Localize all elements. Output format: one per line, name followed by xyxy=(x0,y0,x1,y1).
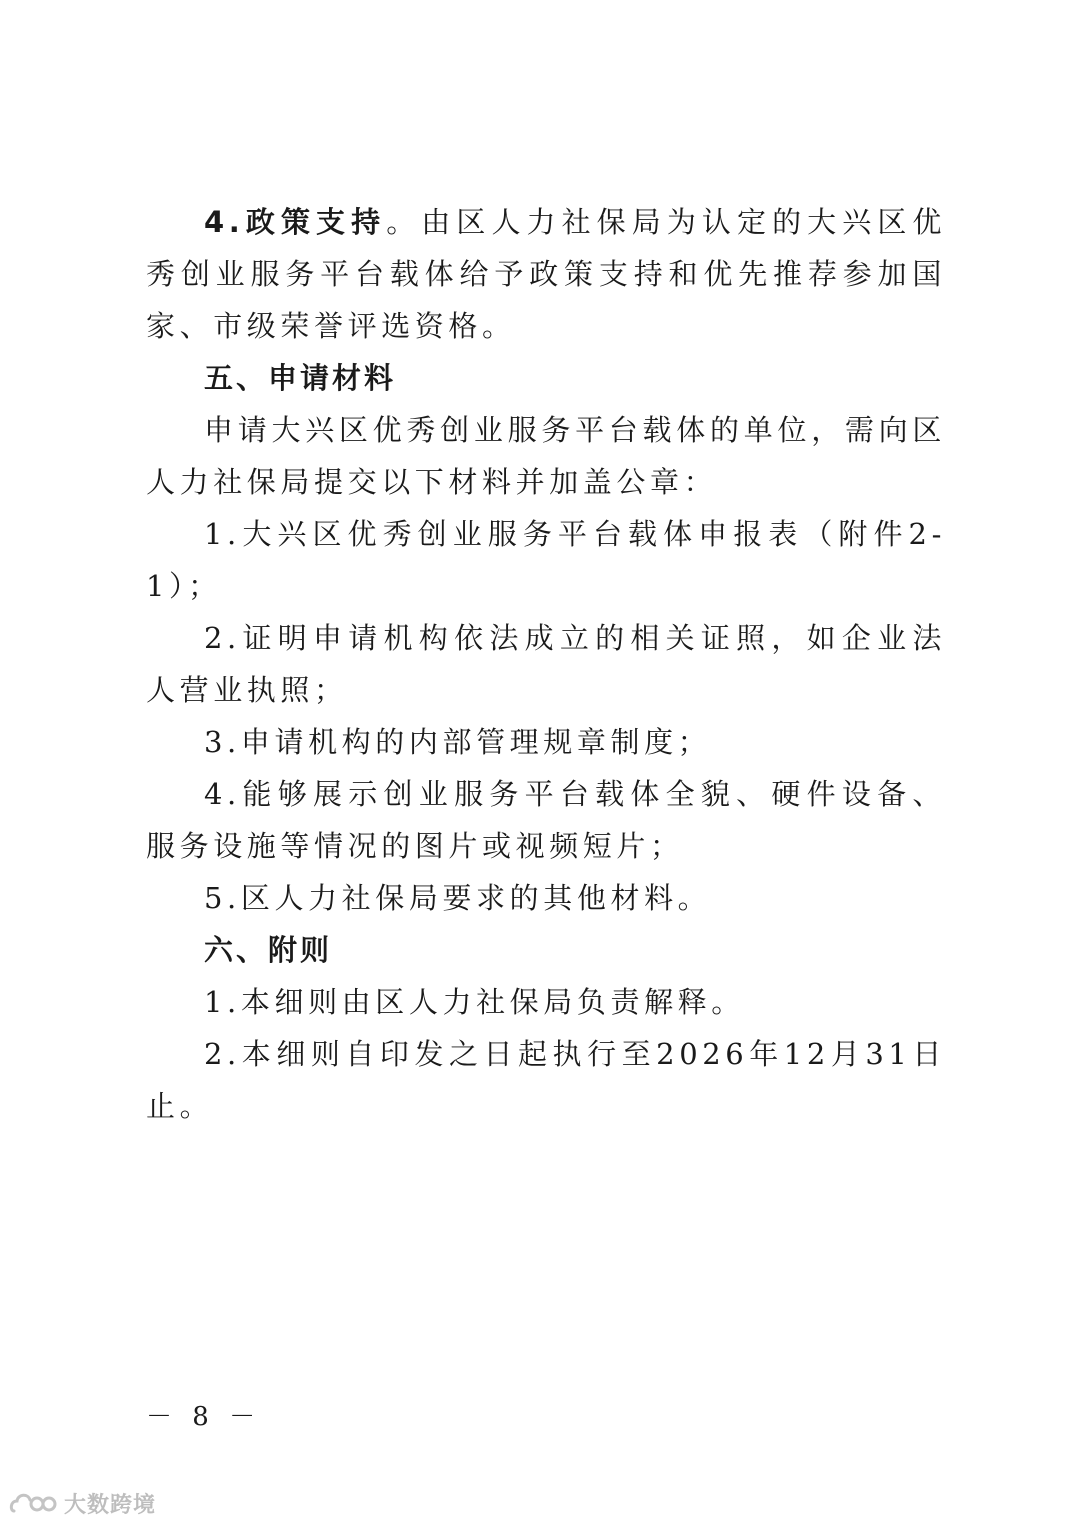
list-item-material-4: 4.能够展示创业服务平台载体全貌、硬件设备、服务设施等情况的图片或视频短片； xyxy=(146,777,946,863)
list-item-material-1: 1.大兴区优秀创业服务平台载体申报表（附件2-1）； xyxy=(146,517,946,603)
watermark-text: 大数跨境 xyxy=(64,1493,157,1518)
paragraph-lead: 4.政策支持 xyxy=(204,205,387,239)
list-item-supplementary-2: 2.本细则自印发之日起执行至2026年12月31日止。 xyxy=(146,1037,946,1123)
document-body xyxy=(146,196,946,1132)
list-item-material-5: 5.区人力社保局要求的其他材料。 xyxy=(204,881,712,915)
list-item-supplementary-1: 1.本细则由区人力社保局负责解释。 xyxy=(204,985,745,1019)
section-heading-application-materials: 五、申请材料 xyxy=(204,361,397,395)
paragraph-policy-support xyxy=(146,196,946,352)
paragraph-text: 。由区人力社保局为认定的大兴区优秀创业服务平台载体给予政策支持和优先推荐参加国家、市级荣誉评选资格。 xyxy=(146,205,946,343)
page-number: － 8 － xyxy=(146,1402,262,1432)
cloud-logo-icon xyxy=(8,1489,58,1519)
paragraph-application-intro: 申请大兴区优秀创业服务平台载体的单位，需向区人力社保局提交以下材料并加盖公章： xyxy=(146,413,946,499)
list-item-material-2: 2.证明申请机构依法成立的相关证照，如企业法人营业执照； xyxy=(146,621,946,707)
watermark xyxy=(8,1488,156,1519)
list-item-material-3: 3.申请机构的内部管理规章制度； xyxy=(204,725,712,759)
section-heading-supplementary: 六、附则 xyxy=(204,933,333,967)
